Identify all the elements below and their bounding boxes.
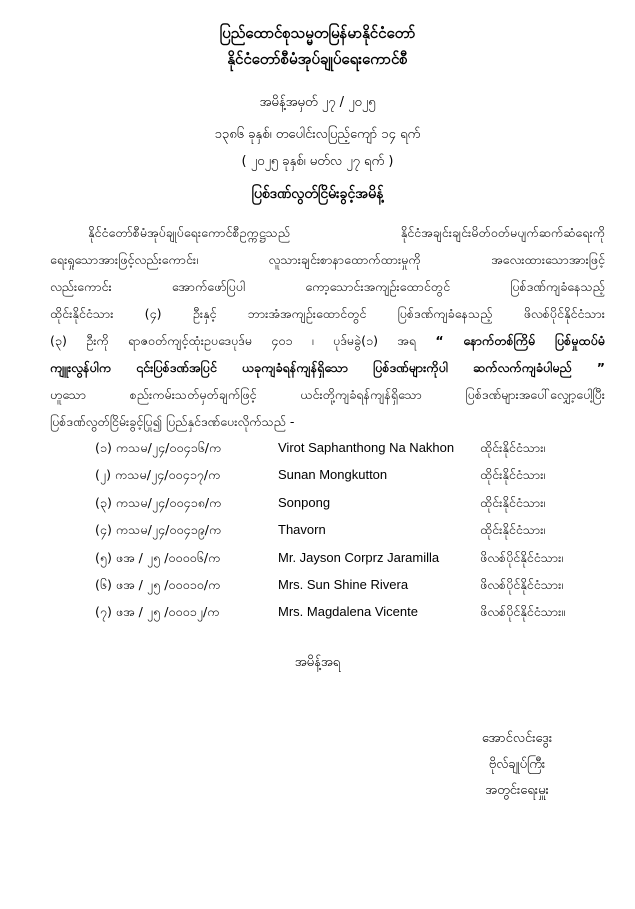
prisoner-number: (၅) ဖအ / ၂၅ /၀၀၀၀၆/က [95,549,221,565]
signatory-name: အောင်လင်းဒွေး [481,731,553,746]
prisoner-name: Sunan Mongkutton [278,467,388,483]
prisoner-name: Thavorn [278,522,326,538]
prisoner-nationality: ထိုင်းနိုင်ငံသား၊ [480,522,546,538]
body-line: ဟူသော စည်းကမ်းသတ်မှတ်ချက်ဖြင့် ယင်းတို့ကျခံရန်ကျန်ရှိသော ပြစ်ဒဏ်များအပေါ်လျှော့ပေါ့ပြီး [50,387,605,402]
prisoner-nationality: ဖိလစ်ပိုင်နိုင်ငံသား၊ [480,549,564,565]
prisoner-nationality: ထိုင်းနိုင်ငံသား၊ [480,440,546,455]
prisoner-name: Mr. Jayson Corprz Jaramilla [278,549,440,565]
prisoner-row [95,467,615,494]
myanmar-date: ၁၃၈၆ ခုနှစ်၊ တပေါင်းလပြည့်ကျော် ၁၄ ရက် [214,127,421,142]
order-title: ပြစ်ဒဏ်လွတ်ငြိမ်းခွင့်အမိန့် [251,186,384,202]
signatory-rank: ဗိုလ်ချုပ်ကြီး [488,757,546,772]
body-line: နိုင်ငံတော်စီမံအုပ်ချုပ်ရေးကောင်စီဥက္ကဋ္ဌသည် နိုင်ငံအချင်းချင်းမိတ်ဝတ်မပျက်ဆက်ဆံရေးကို [88,225,605,240]
prisoner-number: (၄) ကသမ/၂၄/၀၀၄၁၉/က [95,522,222,538]
body-line: ပြစ်ဒဏ်လွတ်ငြိမ်းခွင့်ပြု၍ ပြည်နှင်ဒဏ်ပေးလိုက်သည် - [50,414,295,429]
prisoner-name: Mrs. Magdalena Vicente [278,604,418,620]
prisoner-row [95,577,615,604]
prisoner-number: (၂) ကသမ/၂၄/၀၀၄၁၇/က [95,467,221,483]
prisoner-row [95,550,615,577]
government-name: ပြည်ထောင်စုသမ္မတမြန်မာနိုင်ငံတော် [219,24,416,42]
bold-clause: “ နောက်တစ်ကြိမ် ပြစ်မှုထပ်မံ [435,333,605,348]
prisoner-nationality: ဖိလစ်ပိုင်နိုင်ငံသား။ [480,604,566,620]
gregorian-date: ( ၂၀၂၅ ခုနှစ်၊ မတ်လ ၂၇ ရက် ) [241,154,394,169]
prisoner-row [95,522,615,549]
body-line-text: (၃) ဦးကို ရာဇဝတ်ကျင့်ထုံးဥပဒေပုဒ်မ ၄၀၁ ၊ ပုဒ်မခွဲ(၁) အရ [50,333,417,348]
prisoner-nationality: ဖိလစ်ပိုင်နိုင်ငံသား၊ [480,576,564,592]
body-line: ရေးရှုသောအားဖြင့်လည်းကောင်း၊ လူသားချင်းစာနာထောက်ထားမှုကို အလေးထားသောအားဖြင့် [50,252,605,267]
prisoner-number: (၇) ဖအ / ၂၅ /၀၀၀၁၂/က [95,604,220,620]
council-name: နိုင်ငံတော်စီမံအုပ်ချုပ်ရေးကောင်စီ [227,50,408,68]
prisoner-nationality: ထိုင်းနိုင်ငံသား၊ [480,467,546,483]
prisoner-row [95,495,615,522]
body-line-bold: ကျူးလွန်ပါက ၎င်းပြစ်ဒဏ်အပြင် ယခုကျခံရန်ကျန်ရှိသော ပြစ်ဒဏ်များကိုပါ ဆက်လက်ကျခံပါမည် ” [50,360,605,375]
prisoner-row [95,440,615,467]
body-line: လည်းကောင်း အောက်ဖော်ပြပါ ကော့သောင်းအကျဉ်းထောင်တွင် ပြစ်ဒဏ်ကျခံနေသည့် [50,279,605,294]
prisoner-number: (၁) ကသမ/၂၄/၀၀၄၁၆/က [95,440,222,455]
order-body [50,219,605,435]
closing-phrase: အမိန့်အရ [294,655,341,670]
prisoner-name: Mrs. Sun Shine Rivera [278,576,409,592]
prisoner-row [95,604,615,631]
prisoner-nationality: ထိုင်းနိုင်ငံသား၊ [480,494,546,510]
prisoner-name: Sonpong [278,494,331,510]
order-number: အမိန့်အမှတ် ၂၇ / ၂၀၂၅ [259,95,376,110]
prisoner-name: Virot Saphanthong Na Nakhon [278,440,455,455]
body-line-with-clause [50,327,605,354]
body-line: ထိုင်းနိုင်ငံသား (၄) ဦးနှင့် ဘားအံအကျဉ်းထောင်တွင် ပြစ်ဒဏ်ကျခံနေသည့် ဖိလစ်ပိုင်နိုင်ငံသား [50,306,605,321]
prisoner-list [95,440,615,632]
prisoner-number: (၆) ဖအ / ၂၅ /၀၀၀၁၀/က [95,576,221,592]
prisoner-number: (၃) ကသမ/၂၄/၀၀၄၁၈/က [95,494,222,510]
signatory-title: အတွင်းရေးမှူး [485,783,549,798]
